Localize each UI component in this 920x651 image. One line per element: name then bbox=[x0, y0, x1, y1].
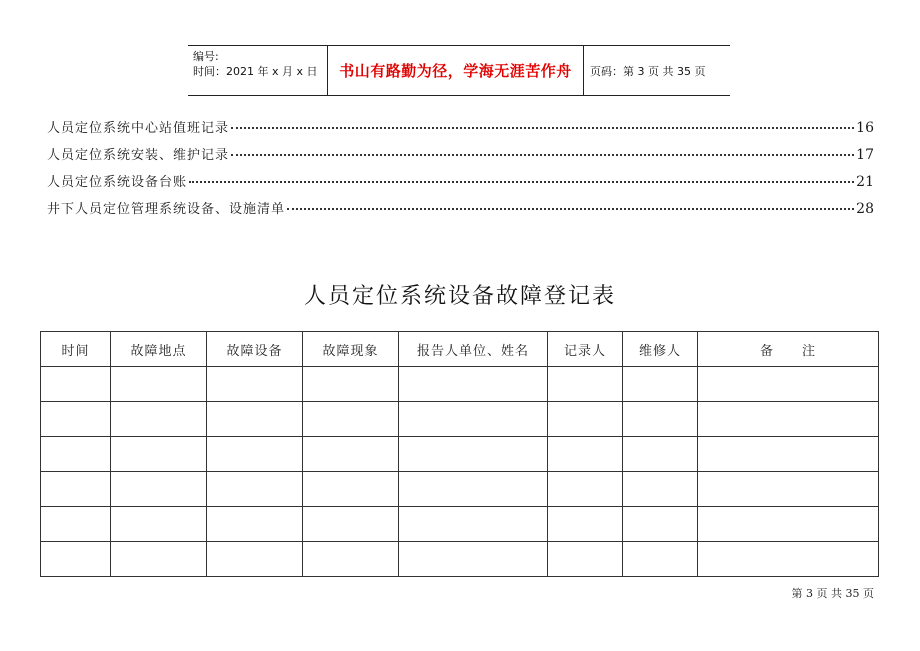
table-cell bbox=[111, 437, 207, 472]
toc-dot-leader bbox=[231, 154, 854, 156]
table-cell bbox=[698, 402, 879, 437]
table-cell bbox=[41, 472, 111, 507]
table-cell bbox=[41, 437, 111, 472]
column-header-remarks: 备 注 bbox=[698, 332, 879, 367]
page-footer: 第 3 页 共 35 页 bbox=[791, 587, 874, 600]
table-cell bbox=[399, 437, 548, 472]
toc-entry bbox=[47, 198, 874, 225]
table-cell bbox=[207, 437, 303, 472]
toc-entry-title: 人员定位系统设备台账 bbox=[47, 175, 188, 190]
table-cell bbox=[207, 507, 303, 542]
table-cell bbox=[698, 472, 879, 507]
page-header bbox=[188, 45, 730, 96]
header-motto: 书山有路勤为径，学海无涯苦作舟 bbox=[328, 46, 584, 95]
table-cell bbox=[111, 507, 207, 542]
toc-entry-page: 21 bbox=[856, 174, 874, 190]
table-cell bbox=[548, 507, 623, 542]
table-cell bbox=[548, 367, 623, 402]
table-cell bbox=[207, 367, 303, 402]
header-meta bbox=[188, 46, 328, 95]
table-cell bbox=[41, 507, 111, 542]
toc-entry-title: 人员定位系统中心站值班记录 bbox=[47, 121, 230, 136]
table-cell bbox=[698, 367, 879, 402]
table-cell bbox=[303, 472, 399, 507]
table-cell bbox=[399, 542, 548, 577]
table-cell bbox=[698, 437, 879, 472]
table-row bbox=[41, 472, 879, 507]
toc-entry-page: 28 bbox=[856, 201, 874, 217]
table-cell bbox=[207, 402, 303, 437]
toc-entry-title: 井下人员定位管理系统设备、设施清单 bbox=[47, 202, 286, 217]
table-cell bbox=[111, 367, 207, 402]
toc-entry-title: 人员定位系统安装、维护记录 bbox=[47, 148, 230, 163]
table-cell bbox=[623, 437, 698, 472]
column-header-recorder: 记录人 bbox=[548, 332, 623, 367]
column-header-symptom: 故障现象 bbox=[303, 332, 399, 367]
table-row bbox=[41, 507, 879, 542]
toc-entry bbox=[47, 144, 874, 171]
table-cell bbox=[303, 437, 399, 472]
form-title: 人员定位系统设备故障登记表 bbox=[303, 284, 616, 309]
toc-dot-leader bbox=[231, 127, 854, 129]
table-row bbox=[41, 402, 879, 437]
toc-dot-leader bbox=[189, 181, 854, 183]
header-page-info: 页码：第 3 页 共 35 页 bbox=[590, 64, 706, 78]
table-cell bbox=[698, 542, 879, 577]
table-cell bbox=[399, 367, 548, 402]
table-row bbox=[41, 367, 879, 402]
table-cell bbox=[399, 402, 548, 437]
table-cell bbox=[399, 507, 548, 542]
table-cell bbox=[399, 472, 548, 507]
table-cell bbox=[623, 542, 698, 577]
table-body bbox=[41, 367, 879, 577]
table-cell bbox=[207, 542, 303, 577]
table-cell bbox=[207, 472, 303, 507]
table-header-row bbox=[41, 332, 879, 367]
toc-entry bbox=[47, 117, 874, 144]
column-header-reporter: 报告人单位、姓名 bbox=[399, 332, 548, 367]
column-header-device: 故障设备 bbox=[207, 332, 303, 367]
column-header-repairer: 维修人 bbox=[623, 332, 698, 367]
toc-entry-page: 17 bbox=[856, 147, 874, 163]
table-cell bbox=[698, 507, 879, 542]
table-cell bbox=[303, 367, 399, 402]
table-of-contents bbox=[47, 117, 874, 225]
table-cell bbox=[548, 542, 623, 577]
document-number-label: 编号: bbox=[193, 50, 219, 63]
table-cell bbox=[623, 507, 698, 542]
document-time-label: 时间：2021 年 x 月 x 日 bbox=[193, 65, 318, 78]
table-cell bbox=[303, 402, 399, 437]
fault-register-table bbox=[40, 331, 879, 577]
column-header-time: 时间 bbox=[41, 332, 111, 367]
table-cell bbox=[41, 402, 111, 437]
table-row bbox=[41, 542, 879, 577]
table-cell bbox=[111, 542, 207, 577]
table-cell bbox=[41, 542, 111, 577]
table-cell bbox=[548, 437, 623, 472]
table-cell bbox=[623, 367, 698, 402]
toc-dot-leader bbox=[287, 208, 854, 210]
toc-entry-page: 16 bbox=[856, 120, 874, 136]
column-header-location: 故障地点 bbox=[111, 332, 207, 367]
table-cell bbox=[548, 472, 623, 507]
table-cell bbox=[41, 367, 111, 402]
table-cell bbox=[623, 402, 698, 437]
table-cell bbox=[111, 402, 207, 437]
table-cell bbox=[303, 507, 399, 542]
toc-entry bbox=[47, 171, 874, 198]
table-cell bbox=[623, 472, 698, 507]
table-cell bbox=[303, 542, 399, 577]
table-cell bbox=[548, 402, 623, 437]
table-row bbox=[41, 437, 879, 472]
table-cell bbox=[111, 472, 207, 507]
